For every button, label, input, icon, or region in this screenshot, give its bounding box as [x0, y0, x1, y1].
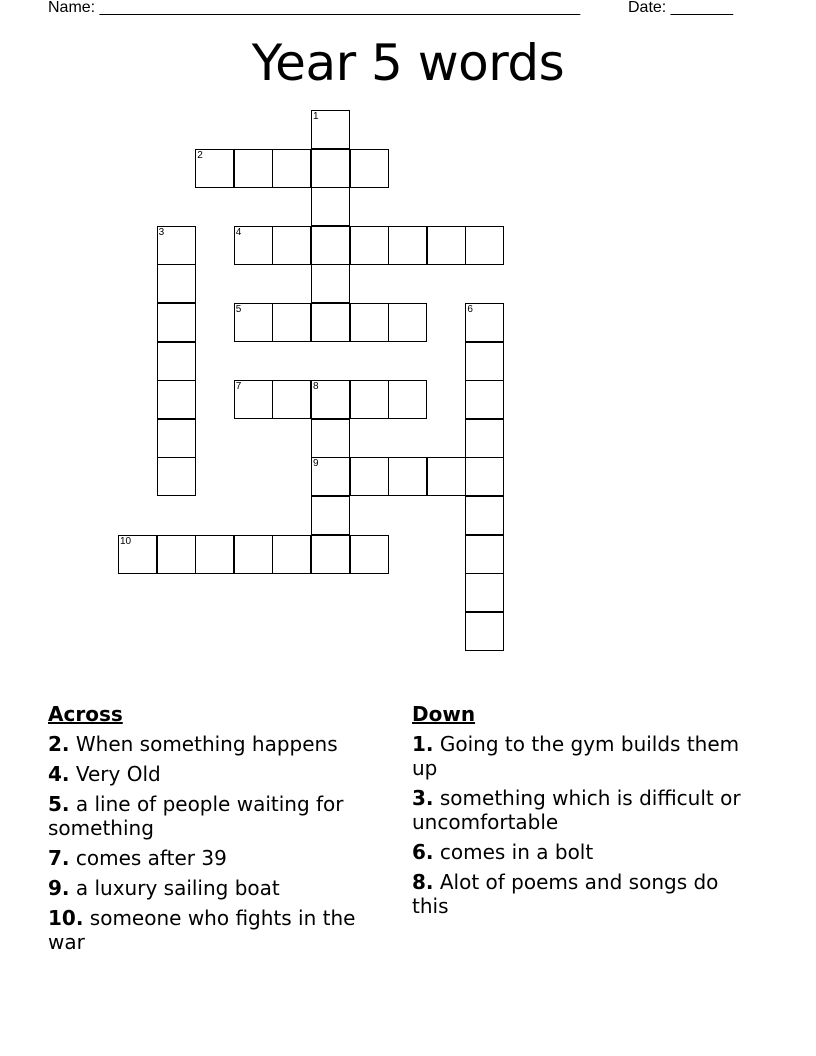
clue-number: 7.	[48, 846, 70, 870]
grid-cell[interactable]	[350, 149, 389, 188]
clue-down-3	[412, 786, 757, 834]
grid-cell[interactable]	[234, 226, 273, 265]
grid-cell[interactable]	[427, 226, 466, 265]
grid-cell[interactable]	[272, 535, 311, 574]
grid-cell[interactable]	[465, 303, 504, 342]
grid-cell[interactable]	[157, 535, 196, 574]
grid-cell[interactable]	[388, 226, 427, 265]
name-field-label[interactable]: Name: ______________________________________________________	[48, 0, 581, 16]
grid-cell[interactable]	[272, 380, 311, 419]
grid-cell[interactable]	[388, 380, 427, 419]
clue-across-5	[48, 792, 393, 840]
date-field-label[interactable]: Date: _______	[628, 0, 733, 16]
grid-cell[interactable]	[311, 496, 350, 535]
cell-number: 5	[235, 304, 242, 315]
clue-number: 6.	[412, 840, 434, 864]
clue-text: someone who fights in the war	[48, 906, 356, 954]
cell-number: 9	[313, 458, 319, 470]
grid-cell[interactable]	[234, 535, 273, 574]
grid-cell[interactable]	[157, 303, 196, 342]
grid-cell[interactable]	[350, 535, 389, 574]
clue-number: 1.	[412, 732, 434, 756]
grid-cell[interactable]	[157, 226, 196, 265]
grid-cell[interactable]	[311, 226, 350, 265]
clue-number: 10.	[48, 906, 84, 930]
cell-number: 8	[313, 381, 319, 393]
clue-text: When something happens	[69, 732, 338, 756]
cell-number: 6	[467, 304, 473, 315]
across-clues	[48, 702, 393, 960]
cell-number: 10	[120, 535, 132, 547]
clue-across-7	[48, 846, 393, 870]
grid-cell[interactable]	[350, 380, 389, 419]
clue-across-10	[48, 906, 393, 954]
grid-cell[interactable]	[195, 149, 234, 188]
grid-cell[interactable]	[157, 419, 196, 458]
cell-number: 3	[158, 226, 165, 238]
grid-cell[interactable]	[350, 457, 389, 496]
cell-number: 2	[197, 149, 203, 161]
clue-across-9	[48, 876, 393, 900]
grid-cell[interactable]	[195, 535, 234, 574]
grid-cell[interactable]	[427, 457, 466, 496]
grid-cell[interactable]	[272, 149, 311, 188]
grid-cell[interactable]	[311, 187, 350, 226]
cell-number: 1	[313, 111, 319, 122]
clue-text: Alot of poems and songs do this	[412, 870, 719, 918]
grid-cell[interactable]	[311, 110, 350, 149]
grid-cell[interactable]	[465, 419, 504, 458]
page-title: Year 5 words	[251, 34, 565, 92]
grid-cell[interactable]	[234, 149, 273, 188]
clue-number: 8.	[412, 870, 434, 894]
clue-down-8	[412, 870, 757, 918]
grid-cell[interactable]	[311, 303, 350, 342]
cell-number: 7	[235, 381, 242, 393]
grid-cell[interactable]	[234, 303, 273, 342]
clue-number: 9.	[48, 876, 70, 900]
clue-number: 5.	[48, 792, 70, 816]
grid-cell[interactable]	[157, 264, 196, 303]
clue-across-2	[48, 732, 393, 756]
grid-cell[interactable]	[465, 226, 504, 265]
clue-across-4	[48, 762, 393, 786]
grid-cell[interactable]	[234, 380, 273, 419]
clue-text: comes in a bolt	[433, 840, 594, 864]
grid-cell[interactable]	[388, 303, 427, 342]
grid-cell[interactable]	[350, 226, 389, 265]
grid-cell[interactable]	[311, 264, 350, 303]
grid-cell[interactable]	[311, 419, 350, 458]
clue-text: something which is difficult or uncomfortable	[412, 786, 741, 834]
clue-text: comes after 39	[69, 846, 227, 870]
grid-cell[interactable]	[465, 535, 504, 574]
clue-text: Going to the gym builds them up	[412, 732, 740, 780]
grid-cell[interactable]	[311, 535, 350, 574]
clue-number: 2.	[48, 732, 70, 756]
grid-cell[interactable]	[157, 342, 196, 381]
grid-cell[interactable]	[272, 303, 311, 342]
grid-cell[interactable]	[157, 457, 196, 496]
grid-cell[interactable]	[157, 380, 196, 419]
clue-number: 3.	[412, 786, 434, 810]
grid-cell[interactable]	[465, 496, 504, 535]
grid-cell[interactable]	[465, 380, 504, 419]
grid-cell[interactable]	[118, 535, 157, 574]
clue-text: a line of people waiting for something	[48, 792, 344, 840]
down-heading: Down	[412, 702, 476, 726]
clue-text: Very Old	[69, 762, 161, 786]
clue-down-1	[412, 732, 757, 780]
grid-cell[interactable]	[350, 303, 389, 342]
across-heading: Across	[48, 702, 123, 726]
grid-cell[interactable]	[465, 342, 504, 381]
grid-cell[interactable]	[272, 226, 311, 265]
grid-cell[interactable]	[311, 380, 350, 419]
grid-cell[interactable]	[311, 457, 350, 496]
down-clues	[412, 702, 757, 924]
grid-cell[interactable]	[465, 573, 504, 612]
clue-number: 4.	[48, 762, 70, 786]
clue-down-6	[412, 840, 757, 864]
grid-cell[interactable]	[388, 457, 427, 496]
grid-cell[interactable]	[311, 149, 350, 188]
clue-text: a luxury sailing boat	[69, 876, 280, 900]
grid-cell[interactable]	[465, 612, 504, 651]
cell-number: 4	[235, 226, 242, 238]
grid-cell[interactable]	[465, 457, 504, 496]
